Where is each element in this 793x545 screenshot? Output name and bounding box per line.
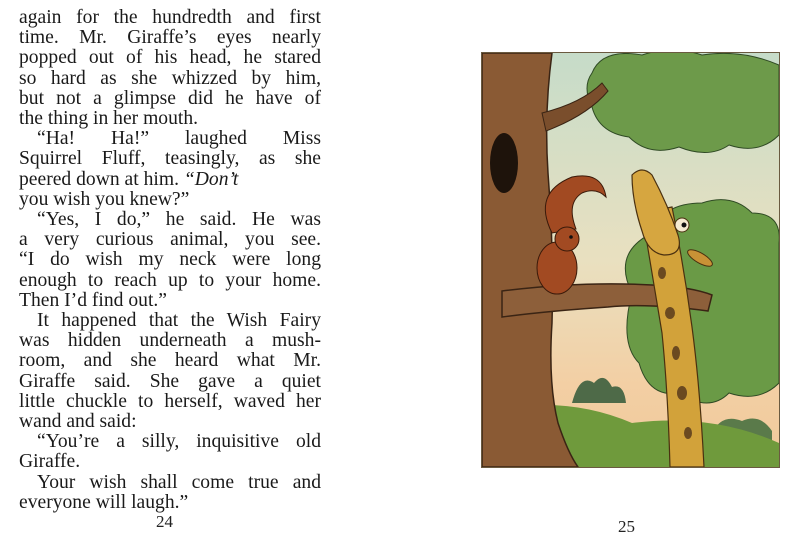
text-line: little chuckle to herself, waved her [19, 390, 321, 412]
text-line: was hidden underneath a mush- [19, 330, 321, 352]
left-page [0, 0, 396, 545]
text-line: Squirrel Fluff, teasingly, as she [19, 148, 321, 170]
text-line: It happened that the Wish Fairy [37, 310, 321, 332]
text-line [19, 170, 321, 190]
right-page [397, 0, 793, 545]
text-line: Giraffe. [19, 451, 81, 473]
text-line: again for the hundredth and first [19, 7, 321, 28]
squirrel-eye [569, 235, 573, 239]
text-line: Your wish shall come true and [37, 471, 321, 493]
story-text [19, 8, 321, 513]
text-line: “I do wish my neck were long [19, 249, 321, 271]
text-line: popped out of his head, he stared [19, 47, 321, 69]
italic-text: “Don’t [183, 168, 239, 190]
giraffe-squirrel-illustration [481, 52, 780, 468]
text-line: “You’re a silly, inquisitive old [37, 431, 321, 453]
illustration-art [482, 53, 779, 467]
squirrel-head [555, 227, 579, 251]
text-line: enough to reach up to your home. [19, 269, 321, 291]
page-number-left: 24 [156, 512, 173, 531]
text-line: a very curious animal, you see. [19, 229, 321, 251]
text-line: the thing in her mouth. [19, 108, 199, 130]
text-fragment: peered down at him. [19, 168, 184, 190]
text-line: but not a glimpse did he have of [19, 87, 321, 109]
text-line: you wish you knew?” [19, 188, 190, 210]
text-line: “Yes, I do,” he said. He was [37, 209, 321, 231]
text-line: wand and said: [19, 411, 137, 433]
text-line: Then I’d find out.” [19, 289, 167, 311]
giraffe-pupil [682, 223, 687, 228]
text-line: so hard as she whizzed by him, [19, 67, 321, 89]
text-line: time. Mr. Giraffe’s eyes nearly [19, 27, 321, 49]
page-number-right: 25 [618, 517, 635, 536]
text-line: Giraffe said. She gave a quiet [19, 370, 321, 392]
text-line: everyone will laugh.” [19, 491, 189, 513]
text-line: “Ha! Ha!” laughed Miss [37, 128, 321, 150]
text-line: room, and she heard what Mr. [19, 350, 321, 372]
tree-hole [490, 133, 518, 193]
